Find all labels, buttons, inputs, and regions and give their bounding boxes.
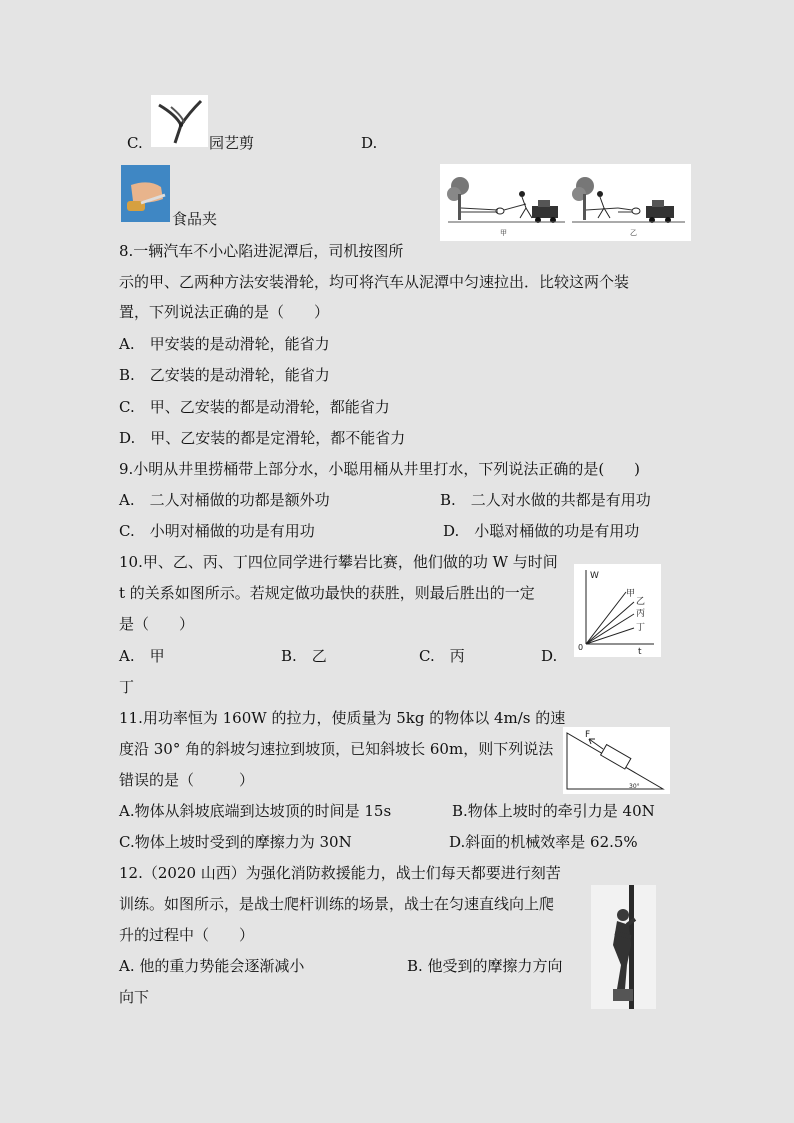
q9-option-b: B. 二人对水做的共都是有用功 (440, 491, 651, 509)
graph-origin-label: 0 (578, 643, 584, 652)
incline-angle-label: 30° (629, 783, 640, 790)
q11-option-c: C.物体上坡时受到的摩擦力为 30N (119, 833, 352, 851)
graph-series-ding: 丁 (636, 623, 646, 633)
q10-option-d-text: 丁 (119, 678, 135, 696)
food-tongs-caption: 食品夹 (172, 210, 218, 228)
q10-option-d: D. (541, 647, 558, 665)
pulley-label-yi: 乙 (630, 229, 637, 237)
q10-option-b: B. 乙 (281, 647, 327, 665)
graph-series-yi: 乙 (636, 597, 646, 607)
q10-option-c: C. 丙 (419, 647, 465, 665)
q8-stem-line3: 置，下列说法正确的是（ ） (119, 303, 330, 321)
incline-figure (563, 727, 670, 794)
q9-option-d: D. 小聪对桶做的功是有用功 (443, 522, 640, 540)
incline-force-label: F (585, 730, 591, 740)
graph-series-jia: 甲 (626, 589, 636, 599)
pulley-truck-figure (440, 164, 691, 241)
q12-stem-line1: 12.（2020 山西）为强化消防救援能力，战士们每天都要进行刻苦 (119, 864, 561, 882)
q8-option-c: C. 甲、乙安装的都是动滑轮，都能省力 (119, 398, 390, 416)
graph-y-axis-label: W (590, 571, 599, 581)
q12-stem-line2: 训练。如图所示，是战士爬杆训练的场景，战士在匀速直线向上爬 (119, 895, 555, 913)
q11-option-b: B.物体上坡时的牵引力是 40N (452, 802, 655, 820)
work-time-graph (574, 564, 661, 657)
q11-stem-line1: 11.用功率恒为 160W 的拉力，使质量为 5kg 的物体以 4m/s 的速 (119, 709, 566, 727)
pole-climbing-photo (591, 885, 656, 1009)
graph-x-axis-label: t (638, 647, 642, 657)
q10-stem-line1: 10.甲、乙、丙、丁四位同学进行攀岩比赛，他们做的功 W 与时间 (119, 553, 558, 571)
food-tongs-image (121, 165, 170, 222)
q8-option-b: B. 乙安装的是动滑轮，能省力 (119, 366, 330, 384)
q8-option-d: D. 甲、乙安装的都是定滑轮，都不能省力 (119, 429, 406, 447)
pulley-label-jia: 甲 (500, 229, 507, 237)
q10-option-a: A. 甲 (119, 647, 165, 665)
graph-series-bing: 丙 (636, 609, 646, 619)
q10-stem-line2: t 的关系如图所示。若规定做功最快的获胜，则最后胜出的一定 (119, 584, 535, 602)
q8-stem-line2: 示的甲、乙两种方法安装滑轮，均可将汽车从泥潭中匀速拉出．比较这两个装 (119, 273, 630, 291)
garden-shears-caption: 园艺剪 (209, 134, 255, 152)
q11-option-d: D.斜面的机械效率是 62.5% (449, 833, 638, 851)
q9-stem: 9.小明从井里捞桶带上部分水，小聪用桶从井里打水，下列说法正确的是( ) (119, 460, 641, 478)
option-d-label: D. (361, 134, 378, 152)
q11-stem-line2: 度沿 30° 角的斜坡匀速拉到坡顶，已知斜坡长 60m，则下列说法 (119, 740, 554, 758)
q8-option-a: A. 甲安装的是动滑轮，能省力 (119, 335, 330, 353)
q9-option-a: A. 二人对桶做的功都是额外功 (119, 491, 330, 509)
q12-option-a: A. 他的重力势能会逐渐减小 (119, 957, 305, 975)
q9-option-c: C. 小明对桶做的功是有用功 (119, 522, 315, 540)
q8-stem-line1: 8.一辆汽车不小心陷进泥潭后，司机按图所 (119, 242, 404, 260)
q12-option-b-text: 向下 (119, 988, 150, 1006)
option-c-label: C. (127, 134, 143, 152)
q12-option-b: B. 他受到的摩擦力方向 (407, 957, 563, 975)
q11-stem-line3: 错误的是（ ） (119, 771, 255, 789)
q10-stem-line3: 是（ ） (119, 615, 195, 633)
q11-option-a: A.物体从斜坡底端到达坡顶的时间是 15s (119, 802, 392, 820)
garden-shears-image (151, 95, 208, 147)
q12-stem-line3: 升的过程中（ ） (119, 926, 255, 944)
